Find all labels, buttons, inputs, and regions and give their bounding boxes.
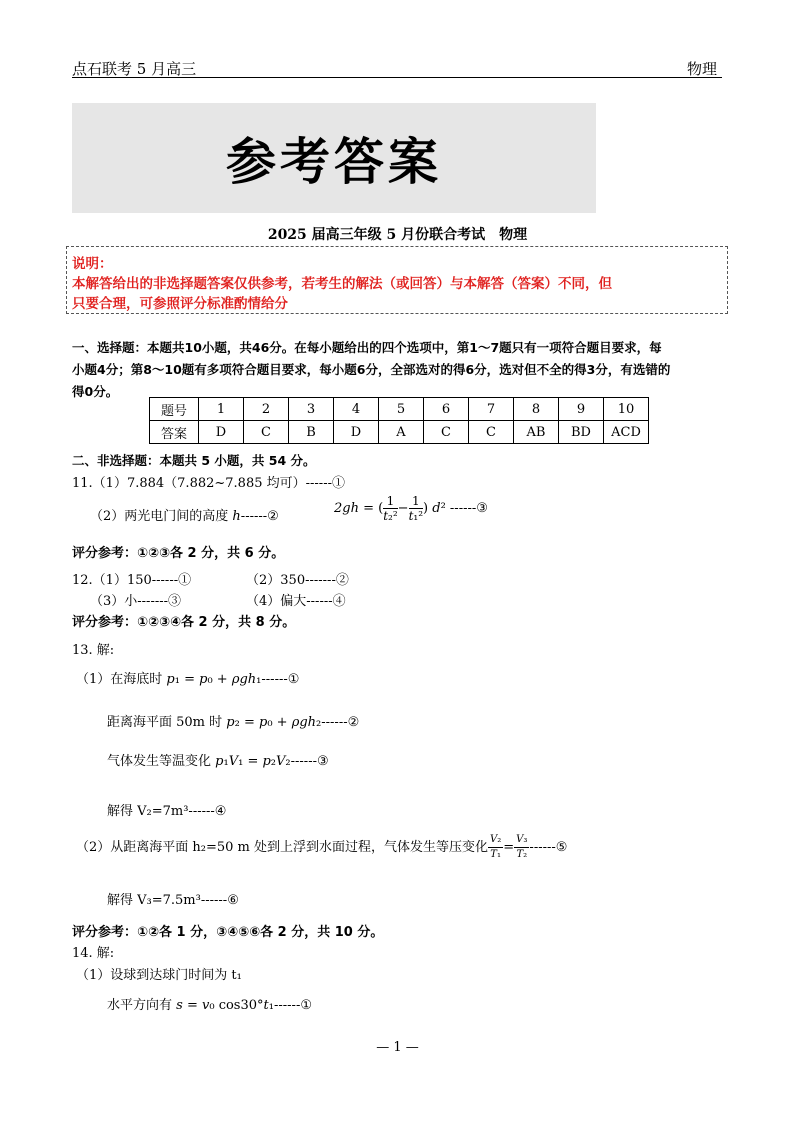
banner-title: 参考答案 (226, 132, 442, 191)
note-line1: 本解答给出的非选择题答案仅供参考，若考生的解法（或回答）与本解答（答案）不同，但 (72, 276, 612, 292)
table-cell: 8 (514, 398, 559, 421)
answer-table (149, 397, 649, 444)
table-cell: ACD (604, 421, 649, 444)
note-line2: 只要合理，可参照评分标准酌情给分 (72, 296, 288, 312)
q13-heading: 13. 解: (72, 643, 115, 658)
q13-line2-mark: ------② (321, 715, 360, 730)
table-cell: 5 (379, 398, 424, 421)
header-left: 点石联考 5 月高三 (72, 60, 197, 78)
q11-part2-var: h (232, 509, 241, 524)
exam-subtitle: 2025 届高三年级 5 月份联合考试 物理 (267, 227, 528, 243)
q14-line2: 水平方向有 s = v₀ cos30°t₁------① (107, 998, 312, 1013)
table-cell: 9 (559, 398, 604, 421)
q11-equation: 2gh = ( $\frac{1}{\text{t₂²}}$ − $\frac{1}{\text{t₁²}}$ ) d² ------③ (334, 494, 488, 523)
q11-part2 (90, 505, 279, 524)
q13-line2-text: 距离海平面 50m 时 (107, 715, 223, 730)
q14-line2-text: 水平方向有 (107, 998, 173, 1013)
section1-line3: 得0分。 (72, 384, 119, 399)
table-cell: D (199, 421, 244, 444)
q12-part2: （2）350-------② (246, 573, 349, 588)
table-cell: 3 (289, 398, 334, 421)
table-row-numbers (150, 398, 649, 421)
q13-line6: 解得 V₃=7.5m³------⑥ (107, 893, 239, 908)
q11-part2-text: （2）两光电门间的高度 (90, 509, 229, 524)
table-cell: C (244, 421, 289, 444)
q13-line1-mark: ------① (261, 672, 300, 687)
table-cell: 1 (199, 398, 244, 421)
q12-part4: （4）偏大------④ (246, 594, 346, 609)
q11-eq-mark: ------③ (449, 501, 488, 516)
table-cell: 6 (424, 398, 469, 421)
table-cell: 2 (244, 398, 289, 421)
q11-part1: 11.（1）7.884（7.882~7.885 均可）------① (72, 476, 345, 491)
title-banner (72, 103, 596, 213)
table-cell: A (379, 421, 424, 444)
q14-line1: （1）设球到达球门时间为 t₁ (76, 968, 242, 983)
q13-line1-text: （1）在海底时 (76, 672, 163, 687)
q14-heading: 14. 解: (72, 946, 115, 961)
header-rule (72, 77, 722, 78)
q14-line2-mark: ------① (273, 998, 312, 1013)
section1-line1: 一、选择题：本题共10小题，共46分。在每小题给出的四个选项中，第1～7题只有一项符合题目要求，每 (72, 340, 662, 355)
table-cell: C (424, 421, 469, 444)
table-cell: 4 (334, 398, 379, 421)
q13-score: 评分参考：①②各 1 分，③④⑤⑥各 2 分，共 10 分。 (72, 925, 384, 940)
row-label-number: 题号 (150, 398, 199, 421)
q13-line2: 距离海平面 50m 时 p₂ = p₀ + ρgh₂------② (107, 715, 360, 730)
q11-score: 评分参考：①②③各 2 分，共 6 分。 (72, 546, 285, 561)
q13-line4: 解得 V₂=7m³------④ (107, 804, 227, 819)
table-cell: B (289, 421, 334, 444)
section1-line2: 小题4分；第8～10题有多项符合题目要求，每小题6分，全部选对的得6分，选对但不全的得3分，有选错的 (72, 362, 671, 377)
table-cell: C (469, 421, 514, 444)
table-cell: 7 (469, 398, 514, 421)
q13-line5-mark: ------⑤ (529, 840, 568, 855)
q13-line5: （2）从距离海平面 h₂=50 m 处到上浮到水面过程，气体发生等压变化 $\frac{\text{V₂}}{\text{T₁}}$ = $\frac{\text{V₃}}{\text{T₂}}$ ------⑤ (76, 834, 568, 860)
q11-part2-mark: ------② (240, 509, 279, 524)
table-cell: 10 (604, 398, 649, 421)
section2-heading: 二、非选择题：本题共 5 小题，共 54 分。 (72, 453, 316, 468)
q12-part1: 12.（1）150------① (72, 573, 192, 588)
table-cell: BD (559, 421, 604, 444)
q12-score: 评分参考：①②③④各 2 分，共 8 分。 (72, 615, 296, 630)
page-number: — 1 — (376, 1040, 419, 1055)
header-right: 物理 (687, 60, 718, 78)
table-row-answers (150, 421, 649, 444)
note-label: 说明： (72, 256, 113, 272)
table-cell: D (334, 421, 379, 444)
q13-line5-text: （2）从距离海平面 h₂=50 m 处到上浮到水面过程，气体发生等压变化 (76, 840, 489, 855)
row-label-answer: 答案 (150, 421, 199, 444)
q12-part3: （3）小-------③ (90, 594, 182, 609)
q13-line3-mark: ------③ (290, 754, 329, 769)
q13-line1: （1）在海底时 p₁ = p₀ + ρgh₁------① (76, 672, 300, 687)
q13-line3-text: 气体发生等温变化 (107, 754, 212, 769)
table-cell: AB (514, 421, 559, 444)
q13-line3: 气体发生等温变化 p₁V₁ = p₂V₂------③ (107, 754, 329, 769)
